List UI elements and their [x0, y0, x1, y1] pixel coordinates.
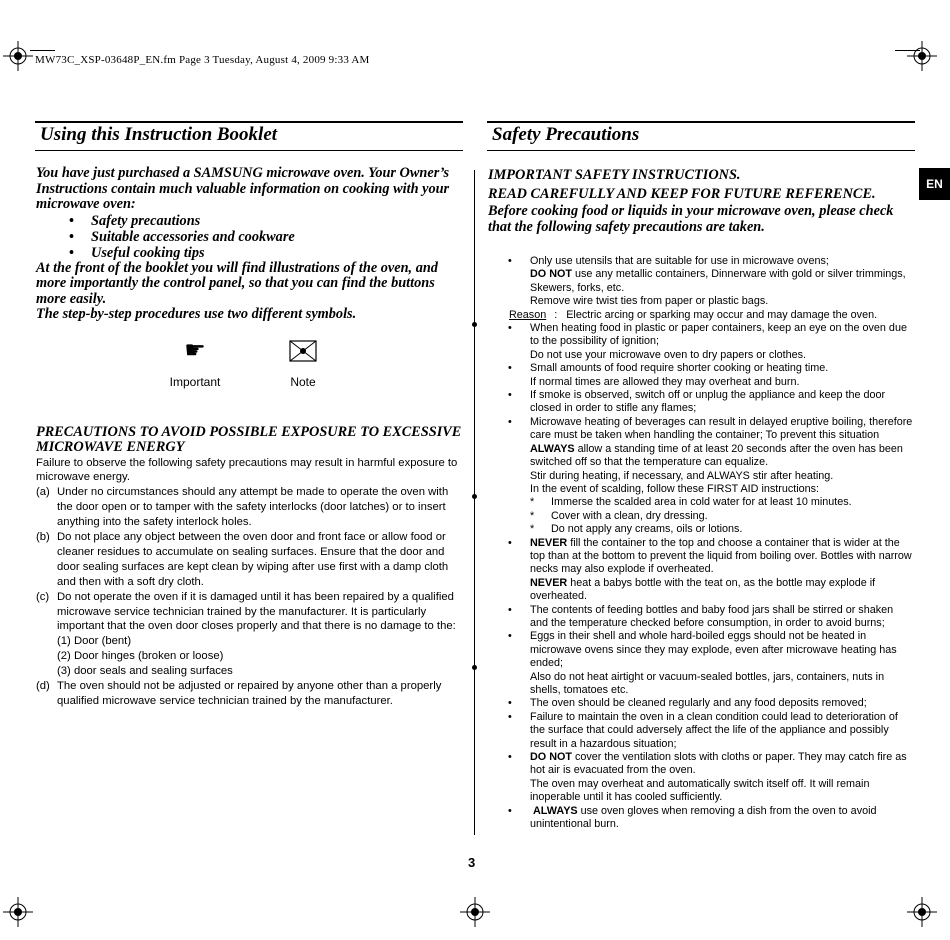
left-column — [36, 166, 462, 709]
trim-line-top-left — [30, 50, 55, 51]
trim-line-top-right — [895, 50, 920, 51]
file-header: MW73C_XSP-03648P_EN.fm Page 3 Tuesday, August 4, 2009 9:33 AM — [35, 54, 370, 66]
list-item: • Only use utensils that are suitable for use in microwave ovens; DO NOT use any metallic containers, Dinnerware with gold or silver trimmings, Skewers, forks, etc. Remove wire twist ties from paper or plastic bags. — [488, 255, 914, 309]
front-paragraph: At the front of the booklet you will find illustrations of the oven, and more importantly the control panel, so that you can find the buttons more easily. — [36, 259, 438, 307]
language-tab: EN — [919, 168, 950, 200]
precautions-intro: Failure to observe the following safety precautions may result in harmful exposure to microwave energy. — [36, 456, 458, 484]
symbol-important — [160, 337, 230, 389]
registration-mark-bottom-right — [907, 897, 937, 927]
list-item: • Small amounts of food require shorter cooking or heating time. If normal times are allowed they may overheat and burn. — [488, 362, 914, 389]
registration-mark-bottom-center — [460, 897, 490, 927]
right-title-rule — [487, 121, 915, 123]
page-number: 3 — [468, 855, 476, 870]
pointing-hand-icon: ☛ — [184, 337, 206, 364]
left-section-title: Using this Instruction Booklet — [40, 124, 278, 145]
registration-mark-bottom-left — [3, 897, 33, 927]
important-heading: IMPORTANT SAFETY INSTRUCTIONS. — [488, 167, 741, 183]
safety-intro: Before cooking food or liquids in your microwave oven, please check that the following safety precautions are taken. — [488, 203, 894, 235]
list-item: (a) Under no circumstances should any attempt be made to operate the oven with the door open or to tamper with the safety interlocks (door latches) or to insert anything into the safety interlock holes. — [36, 486, 449, 529]
safety-list-continued — [488, 322, 914, 831]
list-item: • Failure to maintain the oven in a clean condition could lead to deterioration of the surface that could adversely affect the life of the appliance and possibly result in a hazardous situation; — [488, 711, 914, 751]
left-title-rule — [35, 121, 463, 123]
divider-dot-1 — [472, 322, 477, 327]
list-item: • DO NOT cover the ventilation slots with cloths or paper. They may catch fire as hot air is evacuated from the oven. The oven may overheat and automatically switch itself off. It will remain inoperable until it has cooled sufficiently. — [488, 751, 914, 805]
read-carefully-heading: READ CAREFULLY AND KEEP FOR FUTURE REFERENCE. — [488, 186, 876, 202]
damage-item: (1) Door (bent) — [57, 635, 132, 648]
list-item: • Microwave heating of beverages can result in delayed eruptive boiling, therefore care must be taken when handling the container; To prevent this situation ALWAYS allow a standing time of at least 20 seconds after the oven has been switched off so that the temperature can equalize. Stir during heating, if necessary, and ALWAYS stir after heating. In the event of scalding, follow these FIRST AID instructions: * Immerse the scalded area in cold water for at least 10 minutes. * Cover with a clean, dry dressing. * Do not apply any creams, oils or lotions. — [488, 416, 914, 537]
right-title-underline — [487, 150, 915, 151]
symbol-note-label: Note — [290, 374, 316, 389]
precautions-heading: PRECAUTIONS TO AVOID POSSIBLE EXPOSURE TO EXCESSIVE MICROWAVE ENERGY — [36, 423, 462, 455]
left-title-underline — [35, 150, 463, 151]
list-item: • Suitable accessories and cookware — [36, 229, 462, 245]
intro-paragraph: You have just purchased a SAMSUNG microwave oven. Your Owner’s Instructions contain much valuable information on cooking with your microwave oven: — [36, 165, 450, 212]
right-section-title: Safety Precautions — [492, 124, 640, 145]
list-item: • Useful cooking tips — [36, 245, 462, 261]
first-aid-step: * Do not apply any creams, oils or lotions. — [530, 523, 914, 536]
list-item: • The contents of feeding bottles and baby food jars shall be stirred or shaken and the temperature checked before consumption, in order to avoid burns; — [488, 604, 914, 631]
list-item: • Safety precautions — [36, 213, 462, 229]
registration-mark-top-right — [907, 41, 937, 71]
first-aid-step: * Cover with a clean, dry dressing. — [530, 510, 914, 523]
symbol-note — [268, 337, 338, 389]
precautions-list — [36, 485, 462, 709]
symbols-legend — [36, 337, 462, 407]
list-item: (c) Do not operate the oven if it is damaged until it has been repaired by a qualified microwave service technician trained by the manufacturer. It is particularly important that the oven door closes properly and that there is no damage to the: (1) Door (bent) (2) Door hinges (broken or loose) (3) door seals and sealing surfaces — [36, 590, 462, 679]
symbol-important-label: Important — [169, 374, 221, 389]
envelope-note-icon — [289, 340, 317, 362]
list-item: • Eggs in their shell and whole hard-boiled eggs should not be heated in microwave ovens since they may explode, even after microwave heating has ended; Also do not heat airtight or vacuum-sealed bottles, jars, containers, nuts in shells, tomatoes etc. — [488, 630, 914, 697]
list-item: • NEVER fill the container to the top and choose a container that is wider at the top than at the bottom to prevent the liquid from boiling over. Bottles with narrow necks may also explode if overheated. NEVER heat a babys bottle with the teat on, as the bottle may explode if overheated. — [488, 537, 914, 604]
list-item: (d) The oven should not be adjusted or repaired by anyone other than a properly qualified microwave service technician trained by the manufacturer. — [36, 680, 442, 707]
registration-mark-top-left — [3, 41, 33, 71]
first-aid-step: * Immerse the scalded area in cold water for at least 10 minutes. — [530, 496, 914, 509]
symbols-paragraph: The step-by-step procedures use two different symbols. — [36, 306, 357, 322]
damage-item: (2) Door hinges (broken or loose) — [57, 650, 224, 663]
reason-line: Reason : Electric arcing or sparking may occur and may damage the oven. — [509, 308, 878, 321]
safety-list — [488, 255, 914, 309]
list-item: • When heating food in plastic or paper containers, keep an eye on the oven due to the possibility of ignition; Do not use your microwave oven to dry papers or clothes. — [488, 322, 914, 362]
column-divider — [474, 170, 475, 835]
divider-dot-3 — [472, 665, 477, 670]
right-column — [488, 166, 914, 831]
damage-item: (3) door seals and sealing surfaces — [57, 665, 233, 678]
divider-dot-2 — [472, 494, 477, 499]
list-item: • ALWAYS use oven gloves when removing a dish from the oven to avoid unintentional burn. — [488, 805, 914, 832]
list-item: • If smoke is observed, switch off or unplug the appliance and keep the door closed in order to stifle any flames; — [488, 389, 914, 416]
contents-list — [36, 213, 462, 261]
list-item: (b) Do not place any object between the oven door and front face or allow food or cleaner residues to accumulate on sealing surfaces. Ensure that the door and door sealing surfaces are kept clean by wiping after use first with a damp cloth and then with a soft dry cloth. — [36, 531, 449, 588]
list-item: • The oven should be cleaned regularly and any food deposits removed; — [488, 697, 914, 710]
